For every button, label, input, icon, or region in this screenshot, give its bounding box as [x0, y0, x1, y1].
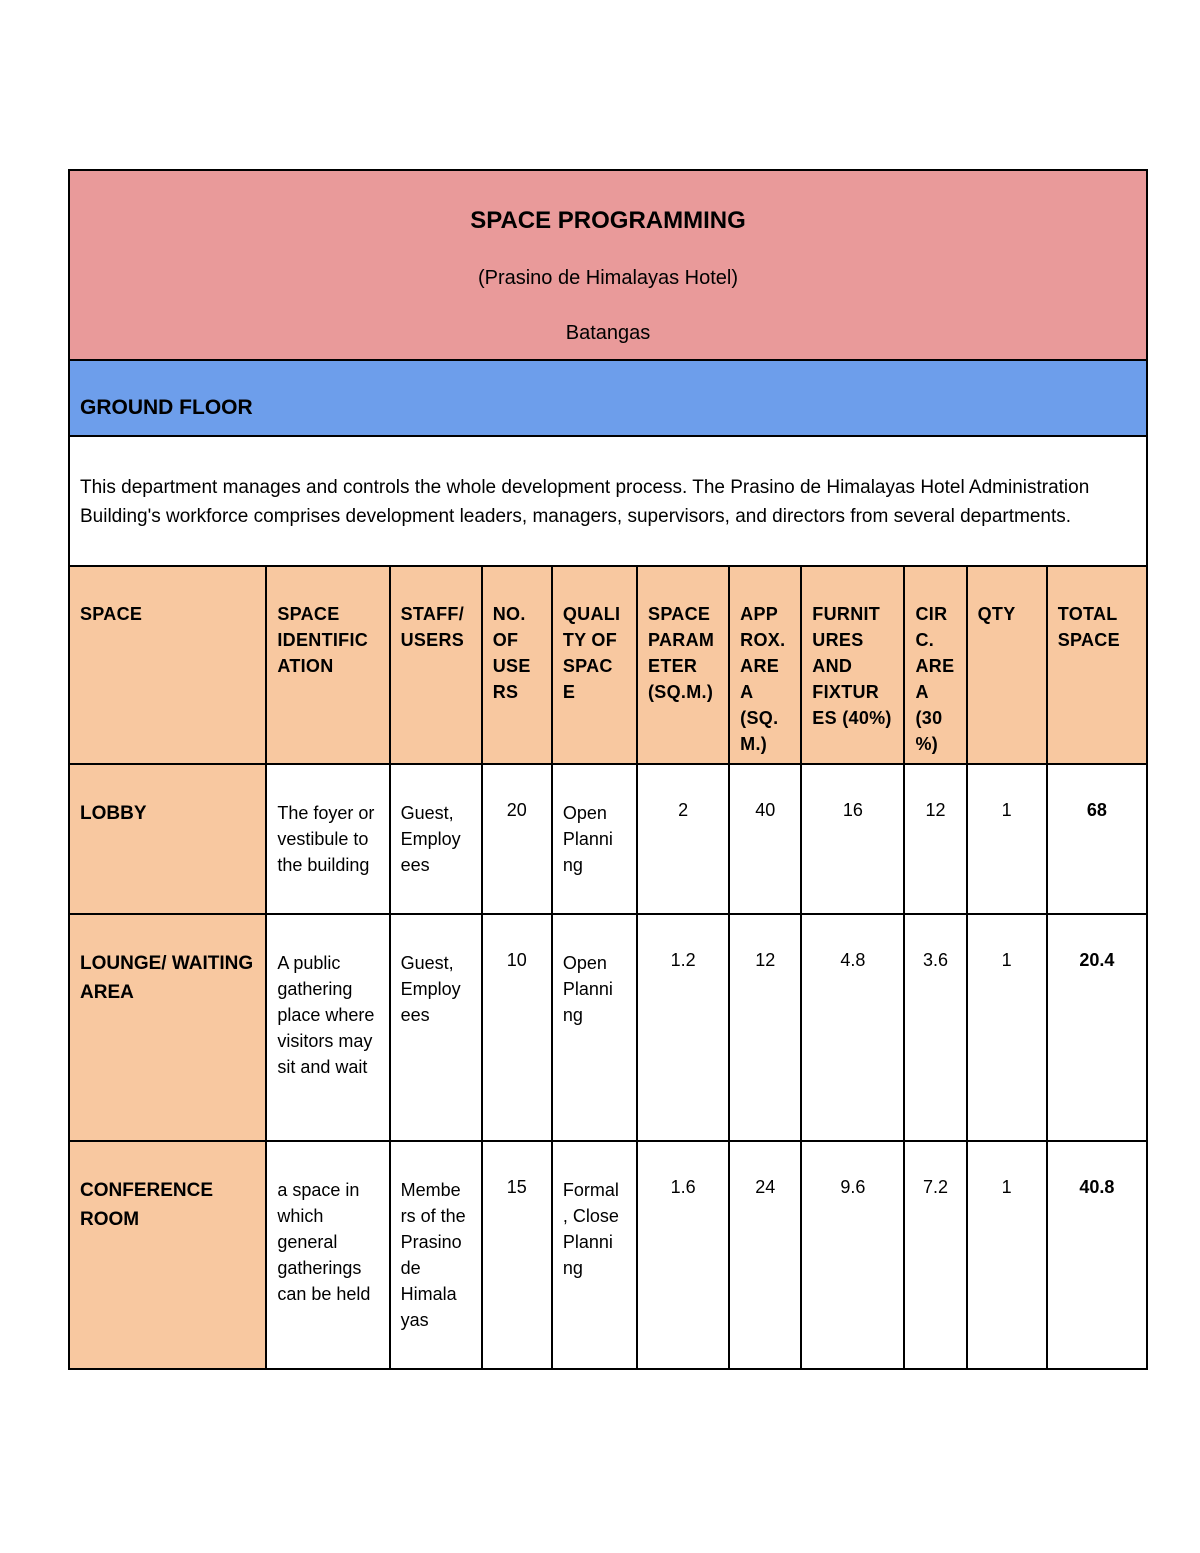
cell	[552, 914, 637, 1141]
floor-banner	[69, 360, 1147, 436]
table-row	[69, 1141, 1147, 1369]
column-header-label: FURNIT URES AND FIXTUR ES (40%)	[812, 604, 892, 728]
cell	[904, 1141, 966, 1369]
cell	[1047, 914, 1147, 1141]
table-row	[69, 764, 1147, 914]
column-header	[552, 566, 637, 764]
location: Batangas	[565, 322, 651, 344]
column-header	[266, 566, 389, 764]
quality-of-space: Open Planni ng	[562, 953, 613, 1025]
cell	[482, 914, 552, 1141]
column-header-label: SPACE IDENTIFIC ATION	[277, 604, 369, 676]
column-header	[390, 566, 482, 764]
no-of-users: 10	[506, 950, 527, 970]
cell	[266, 914, 389, 1141]
cell	[1047, 1141, 1147, 1369]
no-of-users: 15	[506, 1177, 527, 1197]
floor-description: This department manages and controls the whole development process. The Prasino de Himalayas Hotel Administration Building's workforce comprises development leaders, managers, supervisors, and directors from several departments.	[80, 477, 1090, 527]
column-header	[69, 566, 266, 764]
space-programming-table	[68, 169, 1148, 1370]
staff-users: Guest, Employ ees	[400, 953, 461, 1025]
space-name: LOUNGE/ WAITING AREA	[80, 953, 254, 1003]
space-parameter: 2	[678, 800, 689, 820]
cell	[266, 764, 389, 914]
cell	[729, 914, 801, 1141]
column-header-label: NO. OF USE RS	[492, 604, 531, 702]
cell	[482, 1141, 552, 1369]
column-header	[904, 566, 966, 764]
total-space: 40.8	[1079, 1177, 1115, 1197]
cell	[637, 764, 729, 914]
space-parameter: 1.6	[670, 1177, 696, 1197]
furnitures-fixtures: 16	[842, 800, 863, 820]
space-cell	[69, 1141, 266, 1369]
circulation-area: 3.6	[923, 950, 949, 970]
column-header-label: CIR C. ARE A (30 %)	[915, 604, 955, 754]
space-cell	[69, 764, 266, 914]
cell	[552, 764, 637, 914]
title-banner	[69, 170, 1147, 360]
quantity: 1	[1001, 950, 1012, 970]
furnitures-fixtures: 4.8	[840, 950, 866, 970]
cell	[637, 914, 729, 1141]
space-name: LOBBY	[80, 803, 147, 824]
column-header-label: QUALI TY OF SPAC E	[562, 604, 621, 702]
cell	[729, 764, 801, 914]
cell	[729, 1141, 801, 1369]
total-space: 68	[1086, 800, 1107, 820]
column-header	[1047, 566, 1147, 764]
cell	[390, 764, 482, 914]
column-header	[637, 566, 729, 764]
cell	[967, 1141, 1047, 1369]
column-header-label: SPACE	[80, 604, 143, 624]
furnitures-fixtures: 9.6	[840, 1177, 866, 1197]
column-header-label: QTY	[977, 604, 1016, 624]
cell	[1047, 764, 1147, 914]
column-header	[482, 566, 552, 764]
space-name: CONFERENCE ROOM	[80, 1180, 214, 1230]
cell	[390, 1141, 482, 1369]
quality-of-space: Open Planni ng	[562, 803, 613, 875]
cell	[637, 1141, 729, 1369]
approx-area: 40	[755, 800, 776, 820]
floor-description-cell	[69, 436, 1147, 566]
cell	[482, 764, 552, 914]
cell	[801, 914, 904, 1141]
column-header	[967, 566, 1047, 764]
no-of-users: 20	[506, 800, 527, 820]
quantity: 1	[1001, 800, 1012, 820]
hotel-name: (Prasino de Himalayas Hotel)	[477, 267, 739, 289]
cell	[904, 764, 966, 914]
approx-area: 12	[755, 950, 776, 970]
table-row	[69, 914, 1147, 1141]
floor-label: GROUND FLOOR	[80, 396, 253, 419]
cell	[904, 914, 966, 1141]
cell	[390, 914, 482, 1141]
space-identification: A public gathering place where visitors may sit and wait	[277, 953, 375, 1077]
column-header	[801, 566, 904, 764]
staff-users: Guest, Employ ees	[400, 803, 461, 875]
staff-users: Membe rs of the Prasino de Himala yas	[400, 1180, 466, 1330]
cell	[552, 1141, 637, 1369]
circulation-area: 7.2	[923, 1177, 949, 1197]
cell	[967, 764, 1047, 914]
quality-of-space: Formal , Close Planni ng	[562, 1180, 619, 1278]
quantity: 1	[1001, 1177, 1012, 1197]
column-header-label: STAFF/ USERS	[400, 604, 465, 650]
cell	[801, 1141, 904, 1369]
space-parameter: 1.2	[670, 950, 696, 970]
column-header-row	[69, 566, 1147, 764]
column-header-label: TOTAL SPACE	[1057, 604, 1120, 650]
cell	[801, 764, 904, 914]
column-header	[729, 566, 801, 764]
column-header-label: APP ROX. ARE A (SQ. M.)	[740, 604, 786, 754]
column-header-label: SPACE PARAM ETER (SQ.M.)	[648, 604, 715, 702]
space-identification: The foyer or vestibule to the building	[277, 803, 375, 875]
circulation-area: 12	[925, 800, 946, 820]
space-cell	[69, 914, 266, 1141]
cell	[266, 1141, 389, 1369]
space-identification: a space in which general gatherings can be held	[277, 1180, 371, 1304]
total-space: 20.4	[1079, 950, 1115, 970]
cell	[967, 914, 1047, 1141]
document-title: SPACE PROGRAMMING	[470, 207, 746, 234]
approx-area: 24	[755, 1177, 776, 1197]
